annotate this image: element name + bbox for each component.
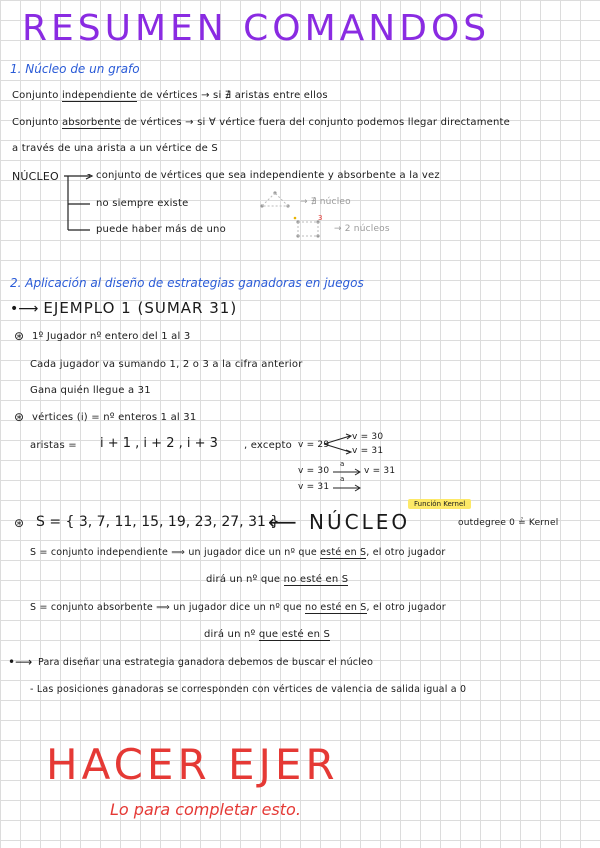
example-line [10,298,237,317]
kernel-set: S = { 3, 7, 11, 15, 19, 23, 27, 31 } [36,514,280,530]
arrow-right-icon [332,484,362,492]
independent-implication-cont: dirá un nº que no esté en S [206,574,349,585]
winning-positions-note: - Las posiciones ganadoras se corresponden con vértices de valencia de salida igual a 0 [30,684,467,695]
keyword: absorbente [61,117,121,128]
nucleo-multiple: puede haber más de uno [96,224,226,235]
independent-implication: S = conjunto independiente ⟹ un jugador dice un nº que esté en S, el otro jugador [30,547,446,558]
rule-1: 1º Jugador nº entero del 1 al 3 [32,331,191,342]
exception-v30-top: v = 30 [352,432,384,442]
arrow-right-icon [332,468,362,476]
two-kernels-note: → 2 núcleos [334,224,390,234]
star-bullet-icon: ⊛ [14,410,25,424]
no-kernel-note: → ∄ núcleo [300,197,351,207]
arrow-bullet-icon: •⟶ [10,301,39,317]
absorbent-set-continuation: a través de una arista a un vértice de S [12,143,218,154]
exception-v30: v = 30 [298,466,330,476]
nucleo-label: NÚCLEO [12,170,59,183]
star-bullet-icon: ⊛ [14,329,25,343]
mini-graph-no-kernel [258,190,292,210]
definition: de vértices → si ∄ aristas entre ellos [140,90,328,101]
definition: de vértices → si ∀ vértice fuera del conjunto podemos llegar directamente [124,117,511,128]
vertices-def: vértices (i) = nº enteros 1 al 31 [32,412,197,423]
label: Conjunto [12,117,59,128]
absorbent-set-line [12,117,510,128]
section2-heading: 2. Aplicación al diseño de estrategias ganadoras en juegos [10,276,364,290]
star-bullet-icon: ⊛ [14,516,25,530]
page-title: RESUMEN COMANDOS [22,8,491,49]
absorbent-implication: S = conjunto absorbente ⟹ un jugador dice un nº que no esté en S, el otro jugador [30,602,446,613]
mini-graph-two-kernels [292,216,330,242]
example-title: EJEMPLO 1 (SUMAR 31) [43,299,238,317]
branch-connector [60,174,100,238]
rule-2: Cada jugador va sumando 1, 2 o 3 a la cifra anterior [30,359,303,370]
mini-graph-number: 3 [318,214,323,222]
nucleo-arrow-label: ⟵ NÚCLEO [268,510,411,534]
todo-note: Lo para completar esto. [110,800,301,819]
arrow-bullet-icon: •⟶ [8,655,33,669]
label: Conjunto [12,90,59,101]
rule-3: Gana quién llegue a 31 [30,385,151,396]
section1-heading: 1. Núcleo de un grafo [10,62,140,76]
exception-arrows [322,432,354,456]
edges-values: i + 1 , i + 2 , i + 3 [100,436,218,451]
absorbent-implication-cont: dirá un nº que esté en S [204,629,331,640]
strategy-note: Para diseñar una estrategia ganadora debemos de buscar el núcleo [38,657,374,668]
nucleo-not-always: no siempre existe [96,198,189,209]
exception-v31-top: v = 31 [352,446,384,456]
keyword: independiente [61,90,137,101]
outdegree-note: outdegree 0 ≟ Kernel [458,518,559,528]
nucleo-definition: conjunto de vértices que sea independiente y absorbente a la vez [96,170,440,181]
hacer-ejer-title: HACER EJER [46,740,339,789]
edges-label: aristas = [30,440,77,451]
except-label: , excepto [244,440,292,451]
arrow-a-label-2: a [340,475,345,483]
exception-v29: v = 29 [298,440,330,450]
independent-set-line [12,90,328,101]
kernel-function-badge: Función Kernel [408,500,471,508]
arrow-a-label: a [340,460,345,468]
exception-v31b: v = 31 [298,482,330,492]
exception-v31: v = 31 [364,466,396,476]
